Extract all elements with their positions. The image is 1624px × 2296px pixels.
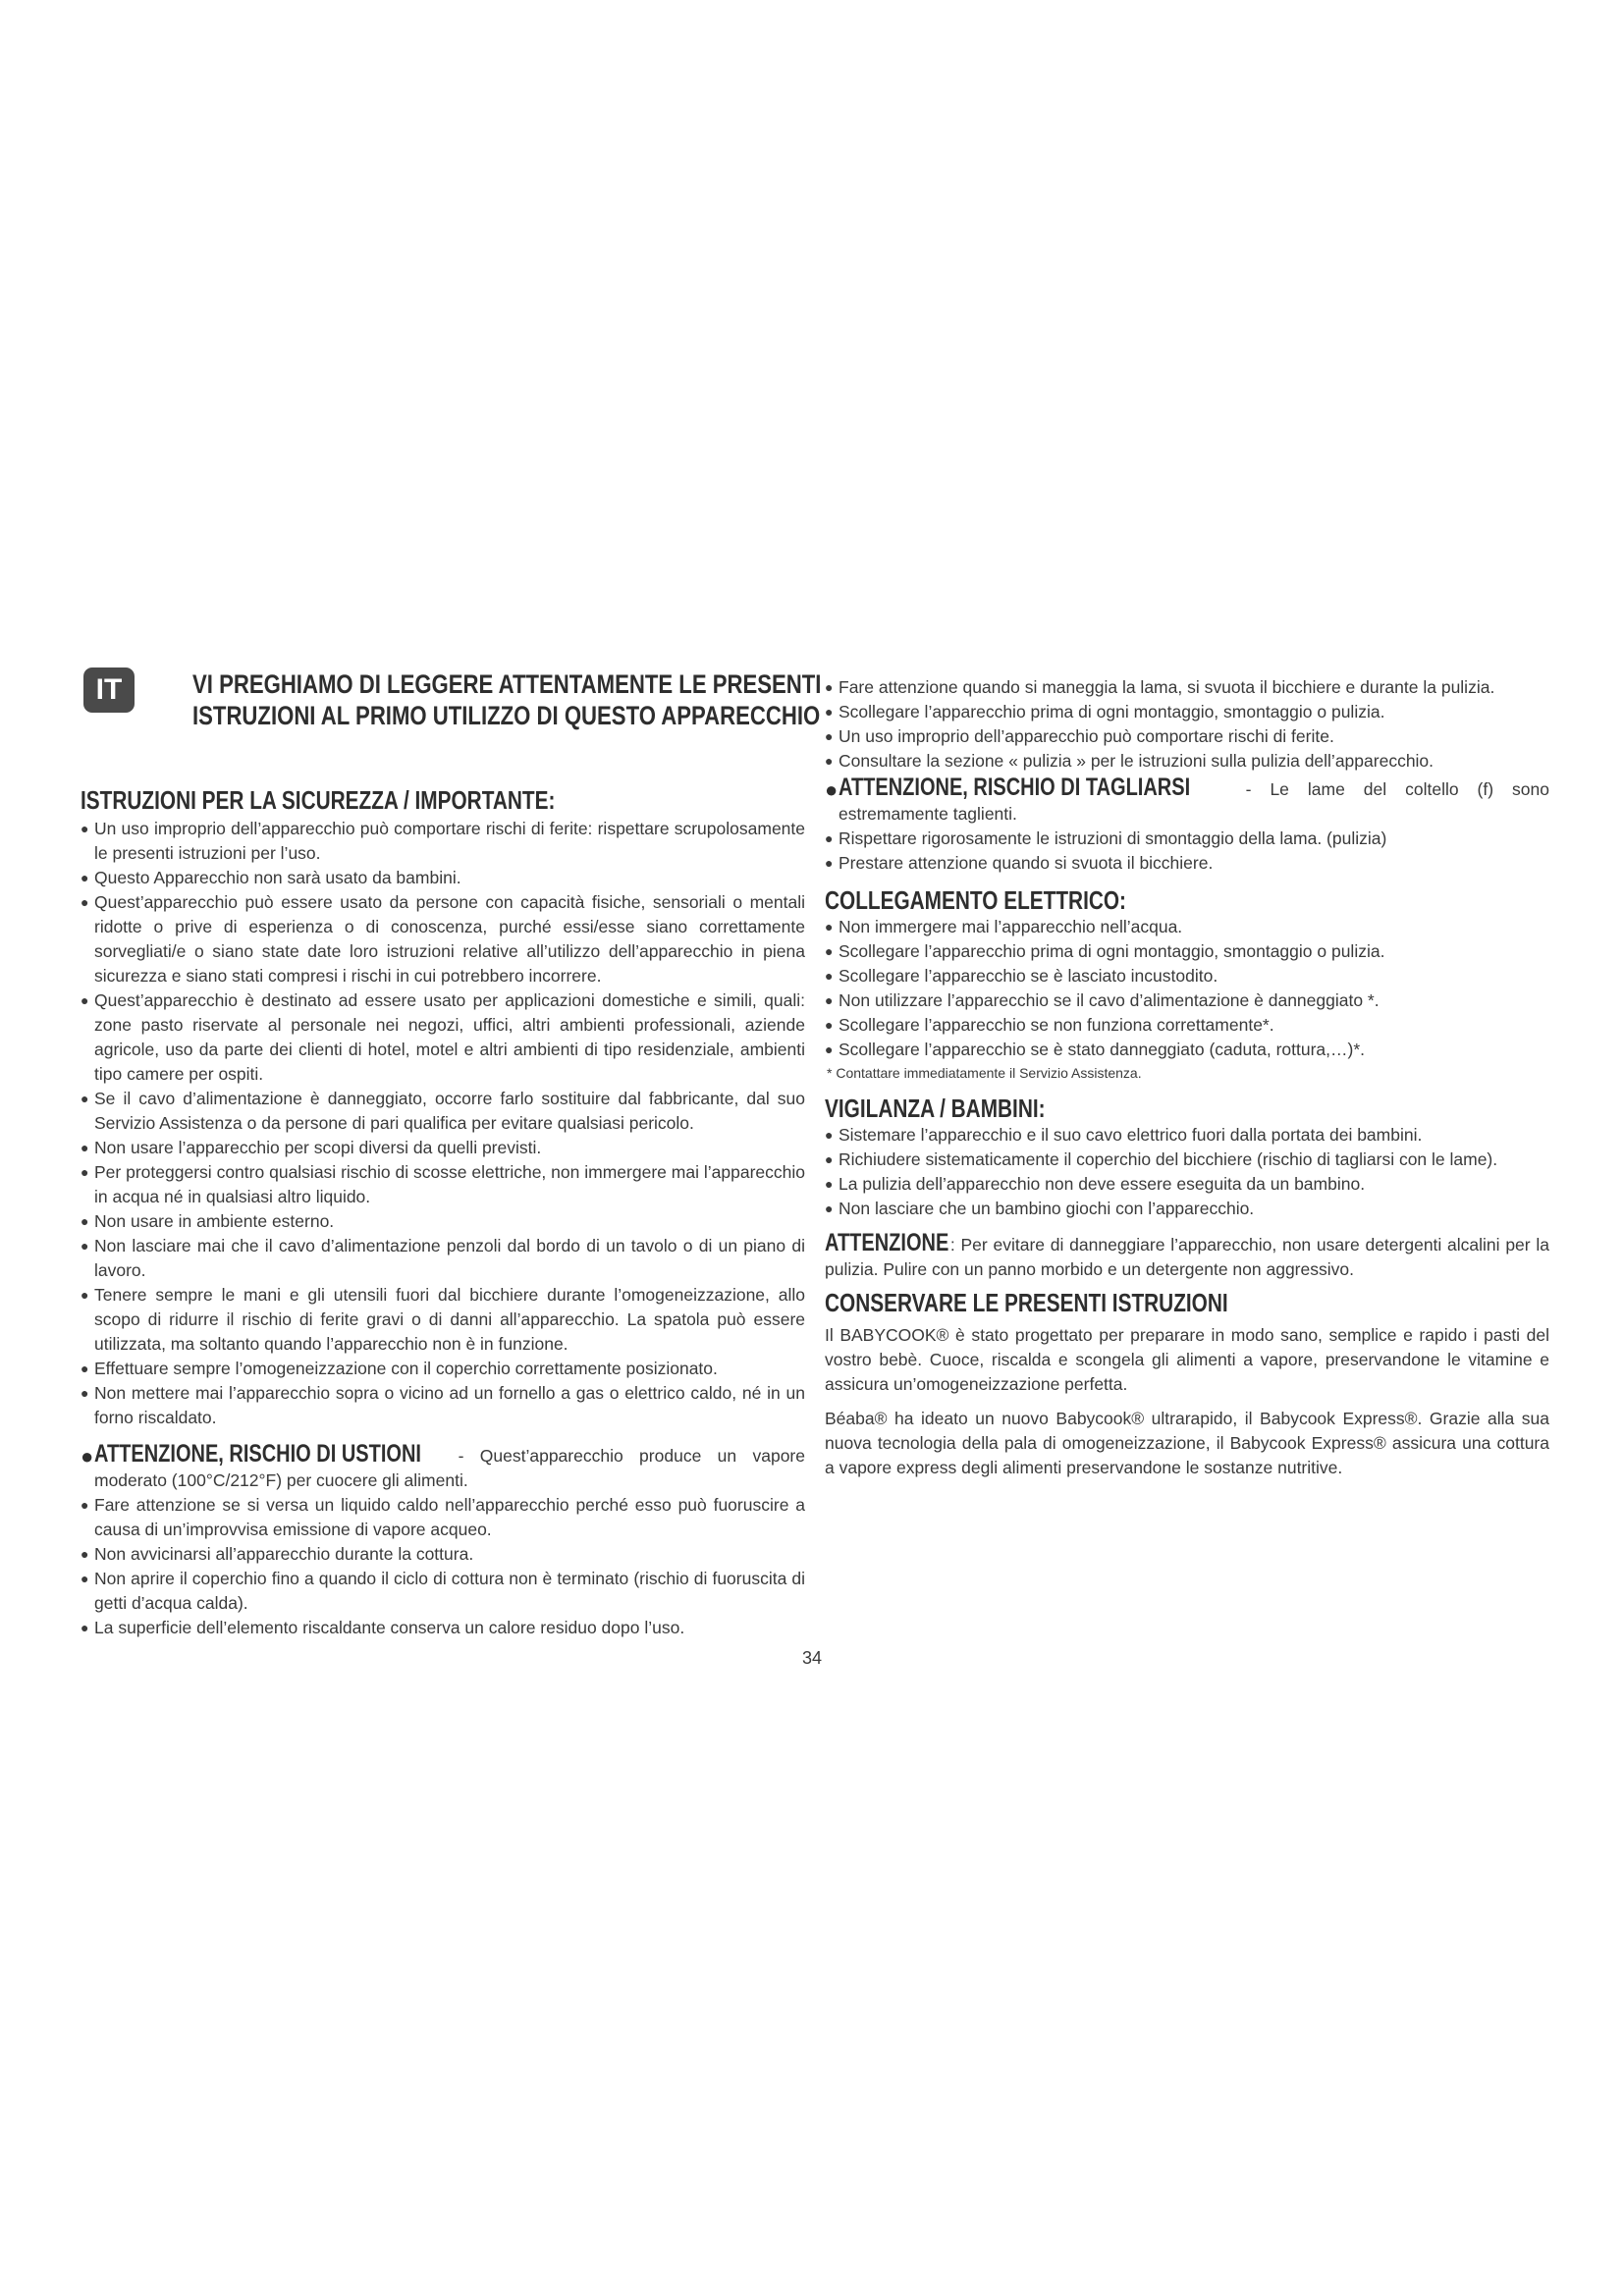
safety-heading: ISTRUZIONI PER LA SICUREZZA / IMPORTANTE: <box>81 785 556 815</box>
attention-label: ATTENZIONE <box>825 1229 949 1256</box>
vigilance-heading: VIGILANZA / BAMBINI: <box>825 1094 1046 1123</box>
list-item: ● Non utilizzare l’apparecchio se il cavo d’alimentazione è danneggiato *. <box>825 988 1549 1013</box>
list-item: ● Scollegare l’apparecchio prima di ogni montaggio, smontaggio o pulizia. <box>825 700 1549 724</box>
blade-list <box>825 675 1549 774</box>
bullet-icon: ● <box>81 1287 89 1303</box>
list-item: ● Non immergere mai l’apparecchio nell’acqua. <box>825 915 1549 939</box>
list-item: ● Scollegare l’apparecchio se non funziona correttamente*. <box>825 1013 1549 1038</box>
bullet-icon: ● <box>825 1017 834 1033</box>
babycook-intro: Il BABYCOOK® è stato progettato per preparare in modo sano, semplice e rapido i pasti del vostro bebè. Cuoce, riscalda e scongela gli alimenti a vapore, preservandone le vitamine e assicura un’omogeneizzazione perfetta. <box>825 1325 1549 1394</box>
bullet-icon: ● <box>825 679 834 695</box>
bullet-icon: ● <box>81 821 89 836</box>
bullet-icon: ● <box>825 830 834 846</box>
cut-warning <box>825 775 1549 827</box>
list-item: ● La pulizia dell’apparecchio non deve essere eseguita da un bambino. <box>825 1172 1549 1197</box>
left-column <box>81 785 805 1640</box>
cut-warning-text: - Le lame del coltello (f) sono estremamente taglienti. <box>839 779 1549 824</box>
bullet-icon: ● <box>81 1546 89 1562</box>
bullet-icon: ● <box>825 777 839 802</box>
vigilance-list <box>825 1123 1549 1221</box>
list-item: ● Scollegare l’apparecchio se è lasciato incustodito. <box>825 964 1549 988</box>
list-item: ● Prestare attenzione quando si svuota il bicchiere. <box>825 851 1549 876</box>
cut-warning-label: ATTENZIONE, RISCHIO DI TAGLIARSI <box>839 774 1191 801</box>
keep-instructions-heading: CONSERVARE LE PRESENTI ISTRUZIONI <box>825 1288 1228 1317</box>
title-line-2: ISTRUZIONI AL PRIMO UTILIZZO DI QUESTO APPARECCHIO <box>192 701 821 730</box>
bullet-icon: ● <box>825 1201 834 1216</box>
page-title <box>192 668 822 731</box>
list-item: ● Quest’apparecchio può essere usato da persone con capacità fisiche, sensoriali o mentali ridotte o prive di esperienza o di conoscenza, purché essi/esse siano correttamente sorvegliati/e o siano state date loro istruzioni relative all’utilizzo dell’apparecchio in piena sicurezza e siano stati compresi i rischi in cui potrebbero incorrere. <box>81 892 805 986</box>
bullet-icon: ● <box>825 1151 834 1167</box>
bullet-icon: ● <box>81 1091 89 1106</box>
bullet-icon: ● <box>81 1140 89 1155</box>
bullet-icon: ● <box>825 1127 834 1143</box>
bullet-icon: ● <box>825 728 834 744</box>
bullet-icon: ● <box>81 1361 89 1376</box>
safety-list <box>81 817 805 1430</box>
list-item: ● Non lasciare mai che il cavo d’alimentazione penzoli dal bordo di un tavolo o di un piano di lavoro. <box>81 1236 805 1280</box>
list-item: ● Non lasciare che un bambino giochi con l’apparecchio. <box>825 1197 1549 1221</box>
language-badge: IT <box>83 667 135 713</box>
list-item: ● Se il cavo d’alimentazione è danneggiato, occorre farlo sostituire dal fabbricante, dal suo Servizio Assistenza o da persone di pari qualifica per evitare qualsiasi pericolo. <box>81 1089 805 1133</box>
list-item: ● Non usare l’apparecchio per scopi diversi da quelli previsti. <box>81 1136 805 1160</box>
attention-note <box>825 1231 1549 1282</box>
bullet-icon: ● <box>81 870 89 885</box>
bullet-icon: ● <box>825 943 834 959</box>
title-line-1: VI PREGHIAMO DI LEGGERE ATTENTAMENTE LE PRESENTI <box>192 669 822 699</box>
bullet-icon: ● <box>81 1164 89 1180</box>
list-item: ● Sistemare l’apparecchio e il suo cavo elettrico fuori dalla portata dei bambini. <box>825 1123 1549 1148</box>
list-item: ● Quest’apparecchio è destinato ad essere usato per applicazioni domestiche e simili, quali: zone pasto riservate al personale nei negozi, uffici, altri ambienti professionali, aziende agricole, uso da parte dei clienti di hotel, motel e altri ambienti di tipo residenziale, ambienti tipo camere per ospiti. <box>81 990 805 1084</box>
burn-list <box>81 1493 805 1640</box>
list-item: ● Non aprire il coperchio fino a quando il ciclo di cottura non è terminato (rischio di fuoruscita di getti d’acqua calda). <box>81 1569 805 1613</box>
electric-footnote: * Contattare immediatamente il Servizio Assistenza. <box>827 1065 1142 1081</box>
bullet-icon: ● <box>825 1176 834 1192</box>
bullet-icon: ● <box>81 1620 89 1635</box>
list-item: ● Scollegare l’apparecchio prima di ogni montaggio, smontaggio o pulizia. <box>825 939 1549 964</box>
attention-text: : Per evitare di danneggiare l’apparecchio, non usare detergenti alcalini per la pulizia. Pulire con un panno morbido e un detergente non aggressivo. <box>825 1235 1549 1279</box>
electric-heading: COLLEGAMENTO ELETTRICO: <box>825 885 1126 915</box>
list-item: ● Non avvicinarsi all’apparecchio durante la cottura. <box>81 1542 805 1567</box>
right-column <box>825 675 1549 1480</box>
list-item: ● Per proteggersi contro qualsiasi rischio di scosse elettriche, non immergere mai l’apparecchio in acqua né in qualsiasi altro liquido. <box>81 1162 805 1206</box>
bullet-icon: ● <box>825 992 834 1008</box>
bullet-icon: ● <box>81 1444 94 1468</box>
burn-warning-label: ATTENZIONE, RISCHIO DI USTIONI <box>94 1440 421 1468</box>
list-item: ● La superficie dell’elemento riscaldante conserva un calore residuo dopo l’uso. <box>81 1616 805 1640</box>
list-item: ● Rispettare rigorosamente le istruzioni di smontaggio della lama. (pulizia) <box>825 827 1549 851</box>
bullet-icon: ● <box>81 1497 89 1513</box>
list-item: ● Consultare la sezione « pulizia » per le istruzioni sulla pulizia dell’apparecchio. <box>825 749 1549 774</box>
list-item: ● Non mettere mai l’apparecchio sopra o vicino ad un fornello a gas o elettrico caldo, né in un forno riscaldato. <box>81 1383 805 1427</box>
list-item: ● Effettuare sempre l’omogeneizzazione con il coperchio correttamente posizionato. <box>81 1357 805 1381</box>
bullet-icon: ● <box>81 1385 89 1401</box>
electric-list <box>825 915 1549 1062</box>
bullet-icon: ● <box>81 1213 89 1229</box>
list-item: ● Fare attenzione quando si maneggia la lama, si svuota il bicchiere e durante la pulizia. <box>825 675 1549 700</box>
list-item: ● Un uso improprio dell’apparecchio può comportare rischi di ferite. <box>825 724 1549 749</box>
list-item: ● Scollegare l’apparecchio se è stato danneggiato (caduta, rottura,…)*. <box>825 1038 1549 1062</box>
list-item: ● Richiudere sistematicamente il coperchio del bicchiere (rischio di tagliarsi con le lame). <box>825 1148 1549 1172</box>
babycook-express: Béaba® ha ideato un nuovo Babycook® ultrarapido, il Babycook Express®. Grazie alla sua nuova tecnologia della pala di omogeneizzazione, il Babycook Express® assicura una cottura a vapore express degli alimenti preservandone le sostanze nutritive. <box>825 1409 1549 1477</box>
list-item: ● Questo Apparecchio non sarà usato da bambini. <box>81 866 805 890</box>
bullet-icon: ● <box>81 894 89 910</box>
burn-warning <box>81 1442 805 1493</box>
list-item: ● Un uso improprio dell’apparecchio può comportare rischi di ferite: rispettare scrupolosamente le presenti istruzioni per l’uso. <box>81 819 805 863</box>
bullet-icon: ● <box>81 992 89 1008</box>
bullet-icon: ● <box>825 1041 834 1057</box>
burn-warning-text: - Quest’apparecchio produce un vapore moderato (100°C/212°F) per cuocere gli alimenti. <box>94 1446 805 1490</box>
bullet-icon: ● <box>825 704 834 720</box>
bullet-icon: ● <box>81 1238 89 1254</box>
page-number: 34 <box>801 1648 823 1668</box>
list-item: ● Fare attenzione se si versa un liquido caldo nell’apparecchio perché esso può fuoruscire a causa di un’improvvisa emissione di vapore acqueo. <box>81 1495 805 1539</box>
bullet-icon: ● <box>81 1571 89 1586</box>
cut-list <box>825 827 1549 876</box>
bullet-icon: ● <box>825 968 834 984</box>
bullet-icon: ● <box>825 855 834 871</box>
bullet-icon: ● <box>825 919 834 934</box>
list-item: ● Tenere sempre le mani e gli utensili fuori dal bicchiere durante l’omogeneizzazione, allo scopo di ridurre il rischio di ferite gravi o di danni all’apparecchio. La spatola può essere utilizzata, ma soltanto quando l’apparecchio non è in funzione. <box>81 1285 805 1354</box>
list-item: ● Non usare in ambiente esterno. <box>81 1209 805 1234</box>
bullet-icon: ● <box>825 753 834 769</box>
